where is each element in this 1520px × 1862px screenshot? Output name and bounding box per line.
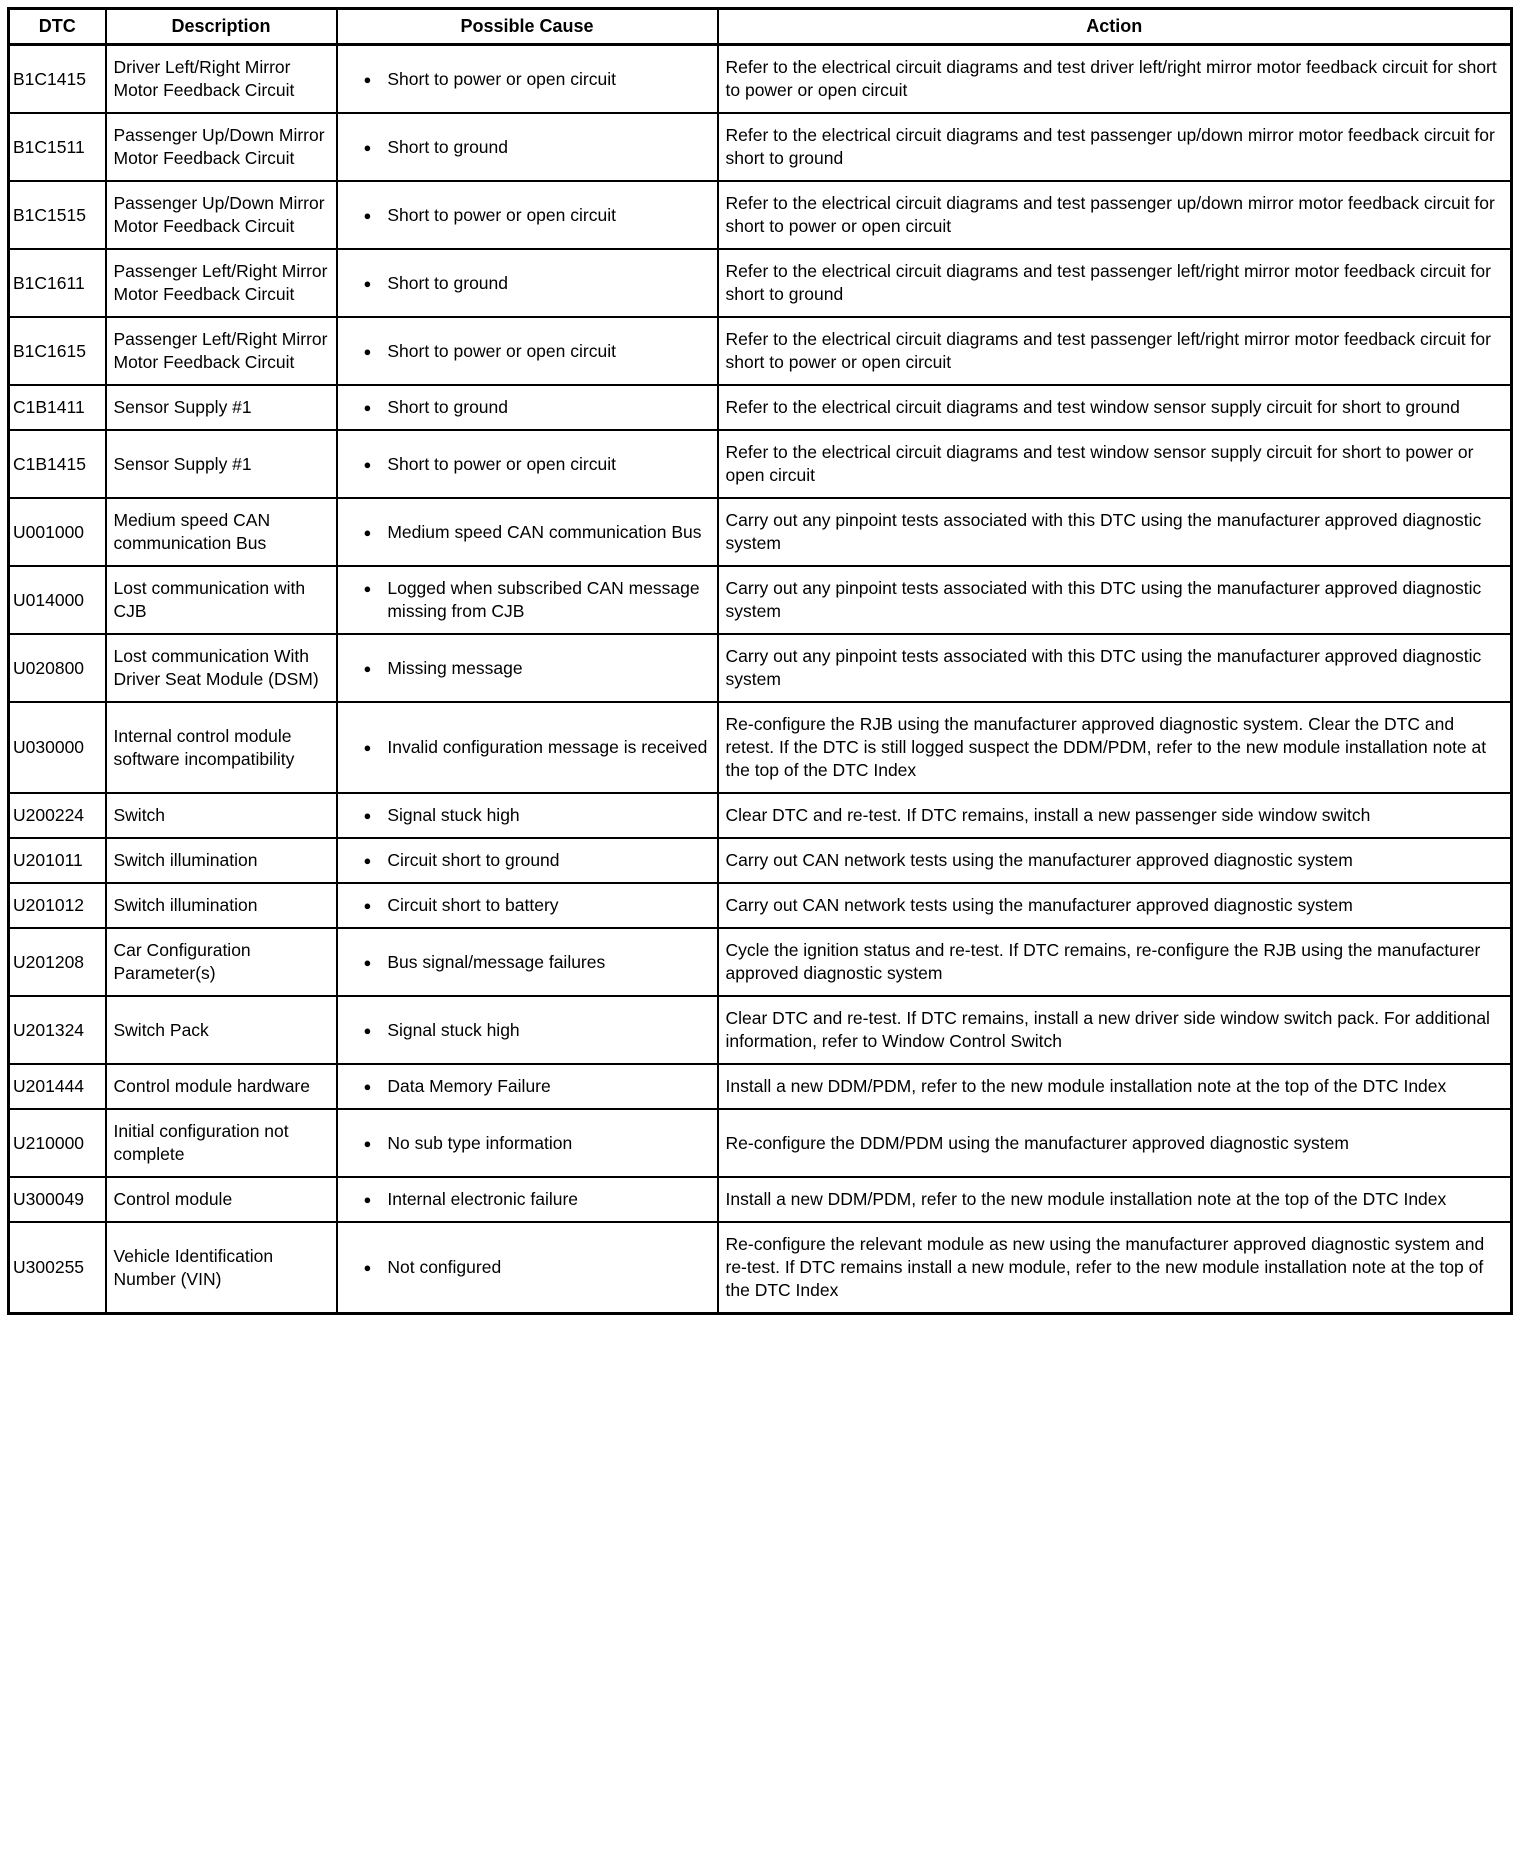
bullet-icon: ● [363, 808, 372, 823]
dtc-code-cell: U200224 [9, 793, 106, 838]
dtc-code-cell: C1B1415 [9, 430, 106, 498]
action-cell: Refer to the electrical circuit diagrams and test passenger left/right mirror motor feedback circuit for short to ground [718, 249, 1512, 317]
dtc-code-cell: U300255 [9, 1222, 106, 1314]
cause-bullet-item [338, 1075, 709, 1098]
possible-cause-cell [337, 838, 718, 883]
possible-cause-cell [337, 566, 718, 634]
action-cell: Install a new DDM/PDM, refer to the new module installation note at the top of the DTC Index [718, 1177, 1512, 1222]
description-cell: Switch [106, 793, 337, 838]
cause-text: Short to power or open circuit [387, 204, 616, 225]
action-cell: Re-configure the DDM/PDM using the manufacturer approved diagnostic system [718, 1109, 1512, 1177]
description-cell: Lost communication with CJB [106, 566, 337, 634]
cause-text: Short to ground [387, 136, 508, 157]
description-cell: Passenger Left/Right Mirror Motor Feedback Circuit [106, 317, 337, 385]
possible-cause-cell [337, 1109, 718, 1177]
cause-bullet-item [338, 849, 709, 872]
dtc-code-cell: U030000 [9, 702, 106, 793]
dtc-code-cell: U014000 [9, 566, 106, 634]
table-row [9, 385, 1512, 430]
cause-bullet-item [338, 453, 709, 476]
cause-text: Circuit short to ground [387, 850, 560, 870]
cause-text: Bus signal/message failures [387, 951, 606, 972]
cause-text: Data Memory Failure [387, 1076, 551, 1096]
bullet-icon: ● [363, 139, 372, 155]
cause-bullet-item [338, 68, 709, 91]
dtc-code-cell: B1C1415 [9, 45, 106, 114]
dtc-code-cell: U201444 [9, 1064, 106, 1109]
action-cell: Clear DTC and re-test. If DTC remains, install a new passenger side window switch [718, 793, 1512, 838]
possible-cause-cell [337, 1064, 718, 1109]
description-cell: Switch illumination [106, 838, 337, 883]
cause-text: Missing message [387, 657, 523, 678]
cause-text: Invalid configuration message is received [387, 737, 708, 757]
cause-bullet-item [338, 951, 709, 974]
action-cell: Carry out any pinpoint tests associated with this DTC using the manufacturer approved diagnostic system [718, 566, 1512, 634]
table-row [9, 838, 1512, 883]
cause-bullet-item [338, 396, 709, 419]
bullet-icon: ● [363, 1192, 372, 1207]
bullet-icon: ● [363, 1079, 372, 1094]
bullet-icon: ● [363, 71, 372, 87]
cause-text: Signal stuck high [387, 1019, 520, 1040]
possible-cause-cell [337, 928, 718, 996]
bullet-icon: ● [363, 343, 372, 359]
cause-text: Circuit short to battery [387, 895, 559, 915]
bullet-icon: ● [363, 1135, 372, 1151]
bullet-icon: ● [363, 1022, 372, 1038]
table-row [9, 498, 1512, 566]
table-row [9, 1222, 1512, 1314]
cause-text: Internal electronic failure [387, 1189, 579, 1209]
cause-bullet-item [338, 894, 709, 917]
description-cell: Passenger Up/Down Mirror Motor Feedback Circuit [106, 113, 337, 181]
cause-text: Signal stuck high [387, 805, 520, 825]
description-cell: Passenger Up/Down Mirror Motor Feedback Circuit [106, 181, 337, 249]
bullet-icon: ● [363, 456, 372, 472]
possible-cause-cell [337, 249, 718, 317]
table-row [9, 996, 1512, 1064]
bullet-icon: ● [363, 660, 372, 676]
action-cell: Refer to the electrical circuit diagrams and test passenger left/right mirror motor feedback circuit for short to power or open circuit [718, 317, 1512, 385]
possible-cause-cell [337, 430, 718, 498]
possible-cause-cell [337, 385, 718, 430]
col-header-action: Action [718, 9, 1512, 45]
cause-bullet-item [338, 204, 709, 227]
description-cell: Sensor Supply #1 [106, 430, 337, 498]
description-cell: Initial configuration not complete [106, 1109, 337, 1177]
cause-text: No sub type information [387, 1132, 573, 1153]
bullet-icon: ● [363, 524, 372, 540]
dtc-code-cell: B1C1511 [9, 113, 106, 181]
table-row [9, 566, 1512, 634]
bullet-icon: ● [363, 1260, 372, 1275]
bullet-icon: ● [363, 400, 372, 415]
bullet-icon: ● [363, 581, 372, 596]
table-row [9, 1064, 1512, 1109]
possible-cause-cell [337, 883, 718, 928]
possible-cause-cell [337, 45, 718, 114]
bullet-icon: ● [363, 207, 372, 223]
action-cell: Carry out CAN network tests using the manufacturer approved diagnostic system [718, 883, 1512, 928]
cause-bullet-item [338, 1132, 709, 1155]
dtc-code-cell: U020800 [9, 634, 106, 702]
cause-bullet-item [338, 136, 709, 159]
description-cell: Sensor Supply #1 [106, 385, 337, 430]
description-cell: Driver Left/Right Mirror Motor Feedback Circuit [106, 45, 337, 114]
action-cell: Carry out CAN network tests using the manufacturer approved diagnostic system [718, 838, 1512, 883]
action-cell: Refer to the electrical circuit diagrams and test window sensor supply circuit for short to power or open circuit [718, 430, 1512, 498]
possible-cause-cell [337, 1222, 718, 1314]
possible-cause-cell [337, 634, 718, 702]
bullet-icon: ● [363, 898, 372, 913]
action-cell: Refer to the electrical circuit diagrams and test passenger up/down mirror motor feedback circuit for short to power or open circuit [718, 181, 1512, 249]
cause-text: Short to ground [387, 272, 508, 293]
action-cell: Clear DTC and re-test. If DTC remains, install a new driver side window switch pack. For additional information, refer to Window Control Switch [718, 996, 1512, 1064]
possible-cause-cell [337, 996, 718, 1064]
dtc-code-cell: U210000 [9, 1109, 106, 1177]
table-row [9, 113, 1512, 181]
description-cell: Control module hardware [106, 1064, 337, 1109]
possible-cause-cell [337, 181, 718, 249]
table-row [9, 702, 1512, 793]
cause-text: Short to power or open circuit [387, 340, 616, 361]
action-cell: Refer to the electrical circuit diagrams and test window sensor supply circuit for short to ground [718, 385, 1512, 430]
action-cell: Carry out any pinpoint tests associated with this DTC using the manufacturer approved diagnostic system [718, 634, 1512, 702]
cause-text: Not configured [387, 1257, 502, 1277]
action-cell: Cycle the ignition status and re-test. If DTC remains, re-configure the RJB using the manufacturer approved diagnostic system [718, 928, 1512, 996]
description-cell: Car Configuration Parameter(s) [106, 928, 337, 996]
cause-bullet-item [338, 657, 709, 680]
description-cell: Control module [106, 1177, 337, 1222]
cause-bullet-item [338, 340, 709, 363]
description-cell: Switch Pack [106, 996, 337, 1064]
cause-bullet-item [338, 736, 709, 759]
table-row [9, 430, 1512, 498]
description-cell: Vehicle Identification Number (VIN) [106, 1222, 337, 1314]
cause-bullet-item [338, 272, 709, 295]
cause-bullet-item [338, 1019, 709, 1042]
table-header [9, 9, 1512, 45]
bullet-icon: ● [363, 853, 372, 868]
dtc-code-cell: C1B1411 [9, 385, 106, 430]
cause-bullet-item [338, 1188, 709, 1211]
col-header-possible-cause: Possible Cause [337, 9, 718, 45]
dtc-code-cell: U201011 [9, 838, 106, 883]
dtc-code-cell: U201324 [9, 996, 106, 1064]
possible-cause-cell [337, 113, 718, 181]
dtc-code-cell: U201208 [9, 928, 106, 996]
dtc-code-cell: U001000 [9, 498, 106, 566]
description-cell: Internal control module software incompatibility [106, 702, 337, 793]
action-cell: Carry out any pinpoint tests associated with this DTC using the manufacturer approved diagnostic system [718, 498, 1512, 566]
table-row [9, 883, 1512, 928]
bullet-icon: ● [363, 740, 372, 755]
cause-text: Medium speed CAN communication Bus [387, 521, 702, 542]
table-row [9, 317, 1512, 385]
table-row [9, 928, 1512, 996]
description-cell: Passenger Left/Right Mirror Motor Feedback Circuit [106, 249, 337, 317]
action-cell: Refer to the electrical circuit diagrams and test driver left/right mirror motor feedback circuit for short to power or open circuit [718, 45, 1512, 114]
dtc-code-cell: U300049 [9, 1177, 106, 1222]
bullet-icon: ● [363, 275, 372, 291]
bullet-icon: ● [363, 954, 372, 970]
action-cell: Re-configure the RJB using the manufacturer approved diagnostic system. Clear the DTC and retest. If the DTC is still logged suspect the DDM/PDM, refer to the new module installation note at the top of the DTC Index [718, 702, 1512, 793]
cause-bullet-item [338, 577, 709, 623]
dtc-code-cell: B1C1515 [9, 181, 106, 249]
table-row [9, 1177, 1512, 1222]
possible-cause-cell [337, 317, 718, 385]
table-row [9, 249, 1512, 317]
dtc-code-cell: U201012 [9, 883, 106, 928]
dtc-code-cell: B1C1611 [9, 249, 106, 317]
cause-text: Short to ground [387, 397, 508, 417]
dtc-table-body [9, 45, 1512, 1314]
table-row [9, 634, 1512, 702]
action-cell: Re-configure the relevant module as new using the manufacturer approved diagnostic system and re-test. If DTC remains install a new module, refer to the new module installation note at the top of the DTC Index [718, 1222, 1512, 1314]
col-header-description: Description [106, 9, 337, 45]
table-row [9, 181, 1512, 249]
possible-cause-cell [337, 702, 718, 793]
cause-text: Short to power or open circuit [387, 68, 616, 89]
cause-text: Logged when subscribed CAN message missing from CJB [387, 578, 700, 621]
description-cell: Switch illumination [106, 883, 337, 928]
action-cell: Install a new DDM/PDM, refer to the new module installation note at the top of the DTC Index [718, 1064, 1512, 1109]
possible-cause-cell [337, 793, 718, 838]
cause-text: Short to power or open circuit [387, 453, 616, 474]
col-header-dtc: DTC [9, 9, 106, 45]
cause-bullet-item [338, 521, 709, 544]
possible-cause-cell [337, 1177, 718, 1222]
description-cell: Lost communication With Driver Seat Module (DSM) [106, 634, 337, 702]
dtc-code-cell: B1C1615 [9, 317, 106, 385]
table-row [9, 45, 1512, 114]
dtc-index-table [7, 7, 1513, 1315]
cause-bullet-item [338, 1256, 709, 1279]
table-row [9, 1109, 1512, 1177]
table-row [9, 793, 1512, 838]
cause-bullet-item [338, 804, 709, 827]
header-row [9, 9, 1512, 45]
possible-cause-cell [337, 498, 718, 566]
description-cell: Medium speed CAN communication Bus [106, 498, 337, 566]
action-cell: Refer to the electrical circuit diagrams and test passenger up/down mirror motor feedback circuit for short to ground [718, 113, 1512, 181]
